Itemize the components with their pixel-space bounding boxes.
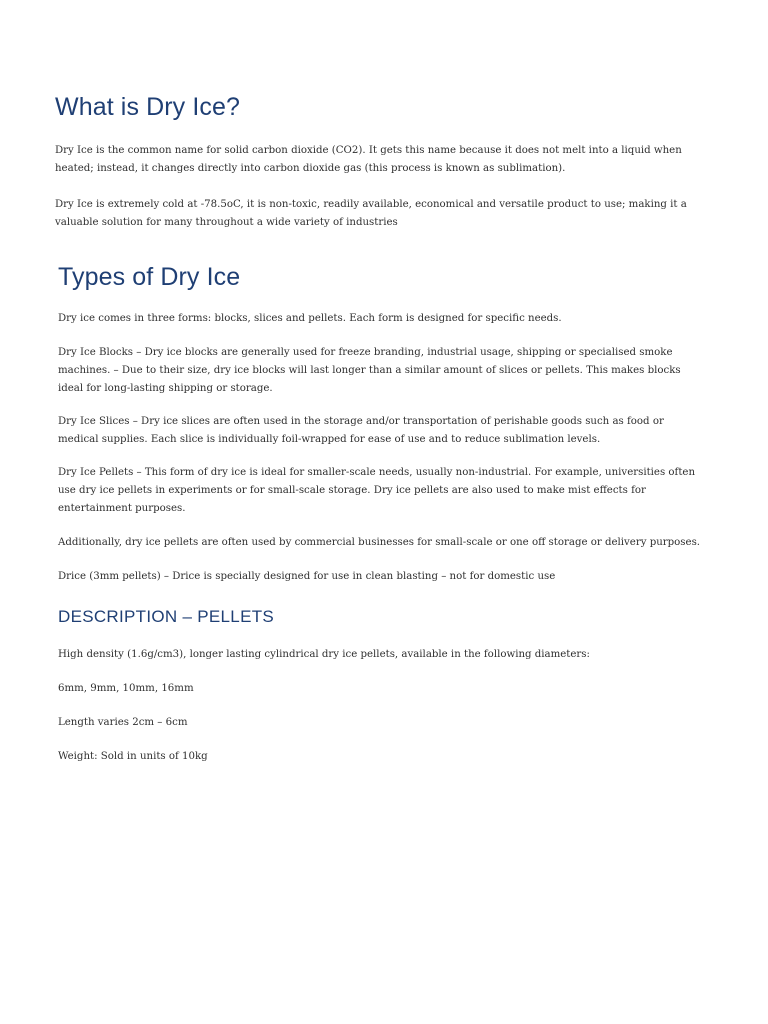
paragraph-dry-ice-blocks: Dry Ice Blocks – Dry ice blocks are generally used for freeze branding, industrial usage, shipping or specialised smoke machines. – Due to their size, dry ice blocks will last longer than a similar amount of slices or pellets. This makes blocks ideal for long-lasting shipping or storage.	[58, 347, 681, 394]
paragraph-forms-intro: Dry ice comes in three forms: blocks, slices and pellets. Each form is designed for specific needs.	[58, 313, 562, 324]
paragraph-drice: Drice (3mm pellets) – Drice is specially designed for use in clean blasting – not for domestic use	[58, 571, 556, 582]
paragraph-diameters: 6mm, 9mm, 10mm, 16mm	[58, 683, 194, 694]
paragraph-dry-ice-pellets: Dry Ice Pellets – This form of dry ice is ideal for smaller-scale needs, usually non-industrial. For example, universities often use dry ice pellets in experiments or for small-scale storage. Dry ice pellets are also used to make mist effects for entertainment purposes.	[58, 467, 696, 514]
paragraph-properties: Dry Ice is extremely cold at -78.5oC, it is non-toxic, readily available, economical and versatile product to use; making it a valuable solution for many throughout a wide variety of industries	[55, 199, 687, 228]
heading-what-is-dry-ice: What is Dry Ice?	[55, 93, 240, 121]
paragraph-definition: Dry Ice is the common name for solid carbon dioxide (CO2). It gets this name because it does not melt into a liquid when heated; instead, it changes directly into carbon dioxide gas (this process is known as sublimation).	[55, 145, 682, 174]
heading-description-pellets: DESCRIPTION – PELLETS	[58, 607, 275, 626]
paragraph-additionally: Additionally, dry ice pellets are often used by commercial businesses for small-scale or one off storage or delivery purposes.	[58, 537, 701, 548]
paragraph-weight: Weight: Sold in units of 10kg	[58, 751, 208, 762]
paragraph-density: High density (1.6g/cm3), longer lasting cylindrical dry ice pellets, available in the following diameters:	[58, 649, 590, 660]
paragraph-dry-ice-slices: Dry Ice Slices – Dry ice slices are often used in the storage and/or transportation of perishable goods such as food or medical supplies. Each slice is individually foil-wrapped for ease of use and to reduce sublimation levels.	[58, 416, 664, 445]
paragraph-length: Length varies 2cm – 6cm	[58, 717, 188, 728]
heading-types-of-dry-ice: Types of Dry Ice	[58, 263, 241, 291]
